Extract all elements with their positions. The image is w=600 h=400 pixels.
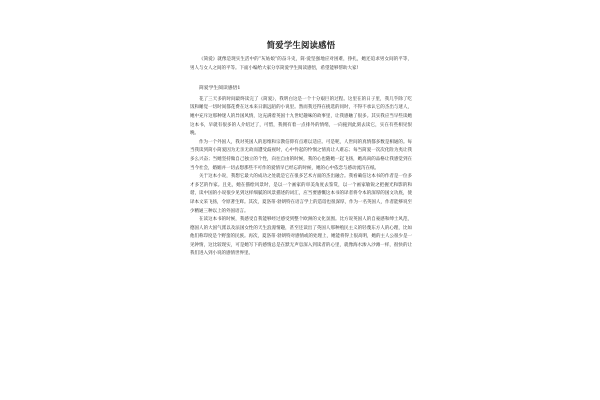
article-title: 简爱学生阅读感悟 <box>266 40 336 50</box>
body-paragraph: 作为一个外国人，我对英国人的思维和宗教信仰有点难以适应。可是呢，人世间的真情都多数是相通的。每当我读到简小简爱因为无亲无故而遭受歧视时，心中怜起的怜悯之情真让人难忘；每当简爱一次次化险为夷让我多么兴奋；当她坚持做自己独立的个性，向往自由的时候，我的心也随她一起飞扬，她高尚的品格让我感觉到在当今社会，婚姻并一切去想那些不可作的爱情早已经忘的时候，她的心中依恋与感动流泻在纸。 <box>190 139 412 171</box>
section-title: 简爱学生阅读感悟1 <box>199 86 241 92</box>
body-paragraph: 花了三天多的时间最终读完了《简爱》，我明白这是一个十分艰巨的过程。这里在的日子里，我几乎除了吃饭和睡觉一切时间都花费在这本来日渐远陌的小说里。然而我还得在挑选的同时，不得不承认它的杰出与迷人，她中充斥这那种迷人的异国风情，这充满着英国十九世纪趣味的故事里，让我感触了很多。其实我应当早些读她这本书，早就有很多的人介绍过了，可惜，我拥有着一点排外的情绪，一向拖到此刻去读它，实在有些相见恨晚。 <box>190 96 412 137</box>
article-intro: 《简爱》就像是现实生活中的“灰姑娘”的奋斗史，简·爱坚强地应对困难，挣扎，她还追求男女间的平等，男人与女人之间的平等。下面小编给大家分享简爱学生阅读感悟，希望能够帮助大家! <box>190 57 412 71</box>
document-page <box>190 36 412 400</box>
body-paragraph: 在读这本书的时候，我感受自我能够经过感受到整个欧洲的文化氛围。比方说英国人的自豪感和绅士风范，德国人的大国气派以及法国女性的天生浪漫情趣，甚至还读出了英国人那种殖民主义的轻蔑东方人的心理，比如他们称印度是个野蛮的民族。再次，夏洛蒂·勃朗特对感情或的处理上，她能将得上很高明，她的主人公很少是一见钟情，这比较现实，可是她写下的感情总是在默无声息深入到读者的心里，就像海水渗入沙滩一样，很快的让我们进入到小说的感情世界里。 <box>190 217 412 257</box>
body-paragraph: 关于这本小说，我想它最大的成功之处就是它在很多艺术方面的杰出融合。我看确信这本书的作者是一位多才多艺的作家。且先，她在描绘风景时，是以一个画家的审美角度去鉴赏，以一个画家敏锐之把握光和影的和谐，读中国的小说很少见到这样细腻的风景描述的词汇，应当要感慨这本书的译者将令本的深厚的国文功底，使译本文采飞扬，令原著生辉。其次，夏洛蒂·勃朗特在语言学上的造诣也很深厚，作为一名英国人，作者能够说至少精通三种以上的外国语言。 <box>190 174 412 214</box>
